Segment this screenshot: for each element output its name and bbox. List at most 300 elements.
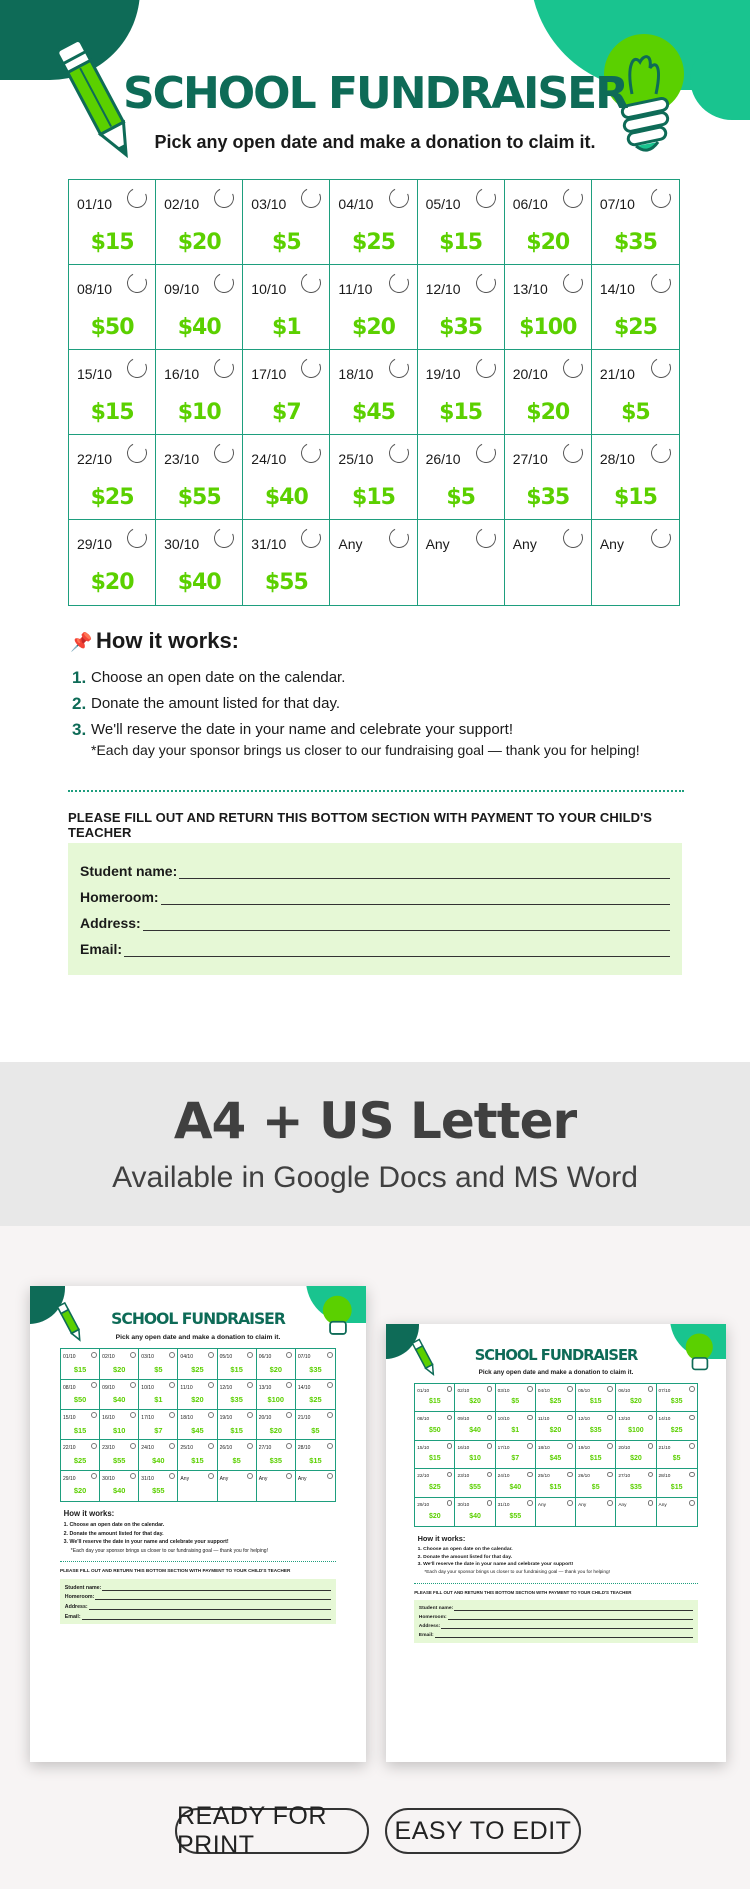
checkbox-circle-icon[interactable] [386, 270, 412, 296]
calendar-cell[interactable] [505, 435, 592, 520]
checkbox-circle-icon [208, 1443, 214, 1449]
checkbox-circle-icon [286, 1382, 292, 1388]
donation-amount: $20 [177, 230, 221, 255]
donation-amount: $15 [90, 400, 134, 425]
donation-amount: $25 [352, 230, 395, 255]
calendar-cell [536, 1469, 576, 1498]
calendar-date: 01/10 [63, 1354, 76, 1361]
checkbox-circle-icon [689, 1415, 695, 1421]
calendar-date: 14/10 [658, 1417, 671, 1423]
calendar-date: 25/10 [537, 1474, 550, 1480]
donation-amount: $25 [309, 1395, 322, 1405]
calendar-cell[interactable] [330, 265, 417, 350]
calendar-date: 20/10 [618, 1445, 631, 1451]
checkbox-circle-icon [607, 1415, 613, 1421]
form-row-student-name [80, 853, 670, 879]
checkbox-circle-icon[interactable] [299, 525, 325, 551]
checkbox-circle-icon[interactable] [124, 355, 150, 381]
form-line [454, 1610, 693, 1611]
calendar-date: 28/10 [658, 1474, 671, 1480]
checkbox-circle-icon[interactable] [560, 355, 586, 381]
donation-amount: $7 [511, 1455, 520, 1463]
email-field[interactable] [124, 943, 670, 957]
calendar-date: 15/10 [63, 1415, 76, 1422]
calendar-cell [576, 1441, 616, 1470]
donation-amount: $45 [549, 1455, 562, 1463]
calendar-date: 08/10 [77, 281, 113, 297]
calendar-date: 03/10 [141, 1354, 154, 1361]
calendar-date: Any [599, 536, 624, 552]
calendar-cell [415, 1469, 455, 1498]
calendar-cell[interactable] [418, 350, 505, 435]
calendar-cell[interactable] [418, 265, 505, 350]
calendar-date: 11/10 [338, 281, 373, 297]
calendar-cell[interactable] [592, 265, 679, 350]
checkbox-circle-icon [91, 1412, 97, 1418]
calendar-cell [218, 1440, 257, 1470]
donation-amount: $20 [630, 1398, 642, 1406]
calendar-date: 17/10 [497, 1445, 510, 1451]
checkbox-circle-icon [648, 1472, 654, 1478]
checkbox-circle-icon[interactable] [386, 355, 412, 381]
calendar-cell[interactable] [330, 520, 417, 605]
checkbox-circle-icon[interactable] [386, 525, 412, 551]
checkbox-circle-icon[interactable] [473, 440, 499, 466]
calendar-date: Any [180, 1475, 190, 1482]
calendar-cell [536, 1441, 576, 1470]
form-row [419, 1621, 693, 1629]
calendar-cell [178, 1410, 217, 1440]
calendar-cell[interactable] [156, 265, 243, 350]
checkbox-circle-icon[interactable] [560, 270, 586, 296]
calendar-cell[interactable] [330, 350, 417, 435]
checkbox-circle-icon [648, 1443, 654, 1449]
calendar-cell [536, 1384, 576, 1413]
calendar-cell[interactable] [156, 435, 243, 520]
checkbox-circle-icon [91, 1473, 97, 1479]
calendar-cell[interactable] [592, 520, 679, 605]
checkbox-circle-icon[interactable] [124, 270, 150, 296]
calendar-date: 05/10 [425, 196, 461, 212]
calendar-date: Any [297, 1475, 307, 1482]
checkbox-circle-icon[interactable] [124, 525, 150, 551]
checkbox-circle-icon[interactable] [473, 355, 499, 381]
checkbox-circle-icon [130, 1443, 136, 1449]
checkbox-circle-icon[interactable] [560, 525, 586, 551]
calendar-cell[interactable] [156, 350, 243, 435]
list-item [418, 1562, 574, 1567]
calendar-cell[interactable] [592, 350, 679, 435]
calendar-date: 16/10 [102, 1415, 115, 1422]
checkbox-circle-icon [567, 1386, 573, 1392]
donation-amount: $25 [90, 485, 134, 510]
checkbox-circle-icon [567, 1443, 573, 1449]
calendar-date: 30/10 [457, 1502, 470, 1508]
donation-amount: $35 [630, 1484, 642, 1491]
checkbox-circle-icon[interactable] [211, 185, 237, 211]
calendar-cell [139, 1440, 178, 1470]
calendar-date: 23/10 [164, 451, 200, 467]
calendar-date: 10/10 [141, 1384, 154, 1391]
calendar-date: 20/10 [258, 1415, 272, 1422]
checkbox-circle-icon [247, 1352, 253, 1358]
calendar-date: 15/10 [77, 366, 113, 382]
calendar-cell[interactable] [330, 435, 417, 520]
donation-amount: $10 [469, 1455, 481, 1463]
document-subtitle: Pick any open date and make a donation to claim it. [115, 1334, 281, 1341]
donation-amount: $20 [269, 1425, 282, 1435]
calendar-cell[interactable] [243, 180, 330, 265]
donation-amount: $35 [230, 1395, 243, 1405]
calendar-date: 29/10 [417, 1502, 430, 1508]
form-row [419, 1603, 693, 1611]
calendar-date: Any [658, 1502, 667, 1508]
donation-amount: $7 [154, 1425, 163, 1435]
checkbox-circle-icon[interactable] [648, 185, 674, 211]
calendar-date: 24/10 [497, 1474, 510, 1480]
document-subtitle: Pick any open date and make a donation to claim it. [154, 132, 596, 152]
calendar-cell[interactable] [592, 435, 679, 520]
checkbox-circle-icon [487, 1472, 493, 1478]
calendar-date: 13/10 [512, 281, 548, 297]
donation-calendar [68, 179, 680, 606]
calendar-date: 16/10 [164, 366, 200, 382]
calendar-cell[interactable] [505, 265, 592, 350]
calendar-cell [218, 1380, 257, 1410]
donation-amount: $25 [549, 1398, 562, 1406]
checkbox-circle-icon[interactable] [648, 355, 674, 381]
calendar-date: 29/10 [77, 536, 113, 552]
calendar-cell[interactable] [156, 520, 243, 605]
donation-amount: $15 [670, 1484, 683, 1491]
calendar-date: 13/10 [258, 1384, 272, 1391]
calendar-date: 26/10 [219, 1445, 233, 1452]
checkbox-circle-icon[interactable] [473, 525, 499, 551]
calendar-cell[interactable] [69, 350, 156, 435]
calendar-date: 06/10 [618, 1388, 631, 1394]
donation-amount: $55 [469, 1484, 481, 1491]
donation-amount: $15 [230, 1425, 243, 1435]
calendar-date: 01/10 [417, 1388, 430, 1394]
calendar-cell [616, 1469, 656, 1498]
list-item [72, 668, 712, 688]
address-field[interactable] [143, 917, 670, 931]
calendar-cell[interactable] [418, 435, 505, 520]
calendar-date: 12/10 [219, 1384, 233, 1391]
checkbox-circle-icon [527, 1500, 533, 1506]
calendar-date: 09/10 [457, 1417, 470, 1423]
calendar-date: 21/10 [297, 1415, 311, 1422]
checkbox-circle-icon [327, 1352, 333, 1358]
checkbox-circle-icon[interactable] [299, 185, 325, 211]
calendar-date: 06/10 [512, 196, 548, 212]
calendar-date: 11/10 [180, 1384, 193, 1391]
donation-amount: $40 [469, 1426, 481, 1434]
calendar-cell[interactable] [69, 435, 156, 520]
calendar-cell [576, 1384, 616, 1413]
calendar-cell[interactable] [418, 520, 505, 605]
donation-amount: $55 [264, 570, 308, 595]
donation-calendar [414, 1383, 698, 1528]
checkbox-circle-icon [487, 1500, 493, 1506]
form-line [448, 1619, 694, 1620]
calendar-cell[interactable] [418, 180, 505, 265]
calendar-cell[interactable] [69, 520, 156, 605]
checkbox-circle-icon[interactable] [299, 355, 325, 381]
donation-amount: $15 [230, 1364, 243, 1374]
form-row-address [80, 905, 670, 931]
step-text: Choose an open date on the calendar. [423, 1546, 513, 1552]
calendar-cell [455, 1412, 495, 1441]
calendar-date: Any [537, 1502, 547, 1508]
donation-amount: $5 [446, 485, 475, 510]
calendar-cell [657, 1469, 697, 1498]
checkbox-circle-icon[interactable] [211, 270, 237, 296]
checkbox-circle-icon[interactable] [299, 440, 325, 466]
checkbox-circle-icon [169, 1352, 175, 1358]
checkbox-circle-icon [607, 1443, 613, 1449]
list-item [64, 1539, 229, 1545]
calendar-date: 11/10 [537, 1417, 550, 1423]
fill-out-instruction: PLEASE FILL OUT AND RETURN THIS BOTTOM SECTION WITH PAYMENT TO YOUR CHILD'S TEACHER [414, 1589, 632, 1595]
donation-calendar [60, 1348, 336, 1502]
homeroom-field[interactable] [161, 891, 670, 905]
calendar-date: 25/10 [338, 451, 374, 467]
calendar-date: 27/10 [618, 1474, 631, 1480]
checkbox-circle-icon [527, 1415, 533, 1421]
step-text: We'll reserve the date in your name and celebrate your support! [91, 721, 513, 738]
step-text: Donate the amount listed for that day. [69, 1530, 164, 1537]
form-line [82, 1619, 332, 1620]
calendar-cell [496, 1441, 536, 1470]
calendar-date: 04/10 [338, 196, 374, 212]
form-row-homeroom [80, 879, 670, 905]
donation-amount: $15 [439, 400, 483, 425]
calendar-cell [496, 1384, 536, 1413]
donation-amount: $100 [628, 1426, 644, 1434]
calendar-date: 05/10 [219, 1354, 233, 1361]
steps-list [72, 668, 712, 758]
cut-line-divider [68, 790, 684, 792]
checkbox-circle-icon[interactable] [211, 355, 237, 381]
calendar-cell [61, 1410, 100, 1440]
checkbox-circle-icon[interactable] [560, 185, 586, 211]
step-number: 1. [72, 668, 87, 687]
calendar-cell [100, 1440, 139, 1470]
calendar-cell [257, 1349, 296, 1379]
form-row-email [80, 931, 670, 957]
calendar-cell[interactable] [243, 265, 330, 350]
checkbox-circle-icon[interactable] [124, 185, 150, 211]
step-number: 2. [72, 694, 87, 713]
step-number: 2. [63, 1530, 68, 1537]
calendar-date: 27/10 [512, 451, 548, 467]
calendar-cell[interactable] [505, 180, 592, 265]
donation-amount: $20 [90, 570, 134, 595]
calendar-date: 31/10 [251, 536, 287, 552]
checkbox-circle-icon[interactable] [648, 440, 674, 466]
calendar-date: 14/10 [599, 281, 635, 297]
calendar-date: 23/10 [102, 1445, 115, 1452]
checkbox-circle-icon[interactable] [560, 440, 586, 466]
donation-amount: $20 [269, 1364, 282, 1374]
donation-amount: $20 [191, 1395, 204, 1405]
donation-amount: $45 [191, 1425, 204, 1435]
calendar-cell [100, 1410, 139, 1440]
checkbox-circle-icon [286, 1443, 292, 1449]
step-text: Donate the amount listed for that day. [423, 1554, 512, 1560]
form-line [435, 1637, 694, 1638]
donation-amount: $20 [549, 1426, 562, 1434]
calendar-cell [296, 1440, 335, 1470]
calendar-cell [576, 1469, 616, 1498]
calendar-cell [536, 1412, 576, 1441]
donation-amount: $40 [509, 1484, 522, 1491]
list-item [72, 694, 712, 714]
checkbox-circle-icon[interactable] [386, 185, 412, 211]
calendar-cell[interactable] [69, 180, 156, 265]
checkbox-circle-icon [689, 1472, 695, 1478]
calendar-date: 05/10 [578, 1388, 590, 1394]
calendar-cell [415, 1384, 455, 1413]
cut-line-divider [60, 1561, 336, 1562]
donation-amount: $45 [352, 400, 395, 425]
calendar-cell[interactable] [156, 180, 243, 265]
calendar-cell[interactable] [243, 350, 330, 435]
calendar-date: 10/10 [497, 1417, 510, 1423]
calendar-date: 09/10 [102, 1384, 115, 1391]
calendar-cell [455, 1384, 495, 1413]
calendar-cell[interactable] [505, 520, 592, 605]
checkbox-circle-icon[interactable] [648, 270, 674, 296]
calendar-date: 19/10 [425, 366, 461, 382]
checkbox-circle-icon [169, 1412, 175, 1418]
footnote: *Each day your sponsor brings us closer to our fundraising goal — thank you for helping! [424, 1570, 610, 1576]
calendar-date: 03/10 [497, 1388, 510, 1394]
calendar-cell [296, 1349, 335, 1379]
calendar-cell[interactable] [505, 350, 592, 435]
calendar-cell [576, 1498, 616, 1527]
checkbox-circle-icon [689, 1500, 695, 1506]
donation-amount: $35 [526, 485, 570, 510]
form-row [419, 1630, 693, 1638]
calendar-cell[interactable] [592, 180, 679, 265]
calendar-cell [100, 1471, 139, 1501]
checkbox-circle-icon[interactable] [124, 440, 150, 466]
list-item [72, 720, 712, 740]
donation-amount: $40 [177, 570, 221, 595]
donation-amount: $15 [73, 1364, 87, 1374]
a4-preview [30, 1286, 366, 1762]
checkbox-circle-icon [689, 1443, 695, 1449]
calendar-cell [139, 1471, 178, 1501]
checkbox-circle-icon[interactable] [648, 525, 674, 551]
form-line [95, 1599, 331, 1600]
document-title: SCHOOL FUNDRAISER [122, 68, 628, 119]
how-it-works-title: How it works: [417, 1534, 466, 1544]
checkbox-circle-icon[interactable] [211, 440, 237, 466]
calendar-cell [455, 1498, 495, 1527]
step-number: 1. [417, 1546, 422, 1552]
student-name-field[interactable] [179, 865, 670, 879]
step-number: 3. [63, 1539, 68, 1546]
calendar-cell [415, 1498, 455, 1527]
donation-amount: $20 [630, 1455, 642, 1463]
calendar-date: 28/10 [297, 1445, 311, 1452]
calendar-cell [61, 1440, 100, 1470]
form-line [102, 1590, 331, 1591]
calendar-date: 07/10 [297, 1354, 311, 1361]
step-number: 3. [72, 720, 87, 739]
calendar-date: 22/10 [63, 1445, 76, 1452]
form-label: Email: [418, 1633, 434, 1639]
checkbox-circle-icon[interactable] [211, 525, 237, 551]
calendar-cell [139, 1349, 178, 1379]
calendar-date: Any [512, 536, 537, 552]
calendar-date: 04/10 [180, 1354, 194, 1361]
calendar-cell[interactable] [69, 265, 156, 350]
cut-line-divider [414, 1583, 698, 1584]
calendar-cell [139, 1380, 178, 1410]
checkbox-circle-icon[interactable] [299, 270, 325, 296]
checkbox-circle-icon [169, 1443, 175, 1449]
donation-amount: $10 [113, 1425, 126, 1435]
banner-headline: A4 + US Letter [173, 1092, 577, 1150]
form-label: Address: [80, 915, 141, 931]
checkbox-circle-icon [286, 1412, 292, 1418]
calendar-cell[interactable] [243, 435, 330, 520]
calendar-date: 16/10 [457, 1445, 470, 1451]
pushpin-icon: 📌 [70, 632, 93, 652]
checkbox-circle-icon [130, 1382, 136, 1388]
donation-amount: $20 [469, 1398, 481, 1406]
us-letter-preview [386, 1324, 726, 1762]
checkbox-circle-icon [208, 1473, 214, 1479]
form-row [419, 1612, 693, 1620]
donation-amount: $100 [267, 1395, 285, 1405]
checkbox-circle-icon [689, 1386, 695, 1392]
checkbox-circle-icon [169, 1382, 175, 1388]
donation-amount: $1 [272, 315, 301, 340]
calendar-cell [657, 1412, 697, 1441]
checkbox-circle-icon [447, 1472, 453, 1478]
calendar-cell[interactable] [243, 520, 330, 605]
calendar-cell [496, 1412, 536, 1441]
calendar-cell [616, 1384, 656, 1413]
donation-amount: $15 [549, 1484, 562, 1491]
step-text: Choose an open date on the calendar. [91, 669, 346, 686]
checkbox-circle-icon[interactable] [386, 440, 412, 466]
calendar-cell [61, 1349, 100, 1379]
calendar-cell [496, 1469, 536, 1498]
document-title: SCHOOL FUNDRAISER [111, 1310, 285, 1328]
calendar-cell [178, 1440, 217, 1470]
checkbox-circle-icon[interactable] [473, 185, 499, 211]
checkbox-circle-icon [567, 1500, 573, 1506]
donation-amount: $20 [526, 230, 570, 255]
donation-amount: $20 [526, 400, 570, 425]
calendar-date: 09/10 [164, 281, 200, 297]
donation-amount: $25 [613, 315, 657, 340]
checkbox-circle-icon[interactable] [473, 270, 499, 296]
checkbox-circle-icon [286, 1473, 292, 1479]
calendar-cell[interactable] [330, 180, 417, 265]
easy-to-edit-badge: EASY TO EDIT [385, 1808, 581, 1854]
calendar-date: 19/10 [219, 1415, 233, 1422]
checkbox-circle-icon [567, 1472, 573, 1478]
donation-amount: $20 [73, 1486, 87, 1496]
donation-amount: $15 [191, 1455, 204, 1465]
